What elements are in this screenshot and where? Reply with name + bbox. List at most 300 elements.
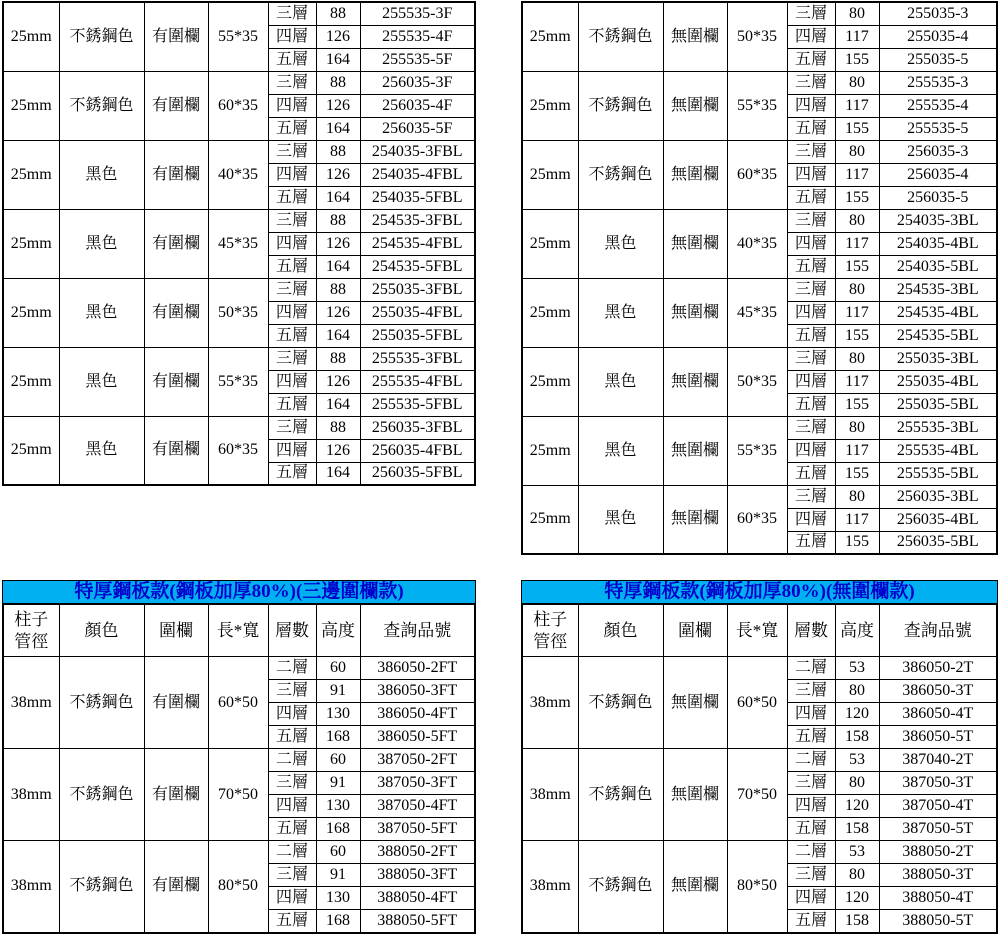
- 2: 255035-4FBL: [360, 301, 475, 324]
- column-header-pipe-diameter: [522, 604, 578, 657]
- 0: 三層: [787, 209, 835, 232]
- 0: 二層: [787, 657, 835, 680]
- 0: 三層: [787, 680, 835, 703]
- pipe-diameter-cell: 25mm: [3, 278, 59, 347]
- 0: 二層: [787, 749, 835, 772]
- 2: 388050-4T: [879, 887, 997, 910]
- 1: 88: [316, 416, 360, 439]
- 2: 387050-4FT: [360, 795, 475, 818]
- column-header-color: 顏色: [59, 604, 144, 657]
- 0: 四層: [268, 163, 316, 186]
- fence-cell: 有圍欄: [144, 841, 208, 933]
- 2: 255035-5BL: [879, 393, 997, 416]
- 2: 255535-4: [879, 94, 997, 117]
- color-cell: 黑色: [59, 209, 144, 278]
- color-cell: 不銹鋼色: [578, 2, 663, 71]
- 0: 五層: [787, 393, 835, 416]
- 1: 164: [316, 48, 360, 71]
- 2: 388050-2FT: [360, 841, 475, 864]
- fence-cell: 有圍欄: [144, 657, 208, 749]
- 1: 88: [316, 140, 360, 163]
- color-cell: 不銹鋼色: [59, 749, 144, 841]
- 0: 二層: [268, 657, 316, 680]
- 0: 四層: [787, 887, 835, 910]
- size-cell: 55*35: [208, 347, 268, 416]
- 2: 256035-3F: [360, 71, 475, 94]
- size-cell: 55*35: [727, 416, 787, 485]
- fence-cell: 有圍欄: [144, 209, 208, 278]
- 2: 388050-3T: [879, 864, 997, 887]
- 1: 117: [835, 232, 879, 255]
- pipe-diameter-cell: 25mm: [3, 209, 59, 278]
- 0: 四層: [787, 232, 835, 255]
- fence-cell: 無圍欄: [663, 416, 727, 485]
- 1: 80: [835, 347, 879, 370]
- size-cell: 45*35: [727, 278, 787, 347]
- 2: 255535-5: [879, 117, 997, 140]
- 0: 二層: [268, 841, 316, 864]
- 0: 三層: [787, 2, 835, 25]
- 0: 五層: [268, 255, 316, 278]
- 0: 四層: [268, 703, 316, 726]
- pipe-diameter-cell: 25mm: [3, 71, 59, 140]
- 1: 126: [316, 439, 360, 462]
- top-left-table: [2, 1, 476, 486]
- 0: 三層: [268, 71, 316, 94]
- 2: 256035-4BL: [879, 508, 997, 531]
- 2: 255535-4FBL: [360, 370, 475, 393]
- 1: 126: [316, 301, 360, 324]
- 2: 256035-3FBL: [360, 416, 475, 439]
- 2: 256035-4FBL: [360, 439, 475, 462]
- 2: 255535-3BL: [879, 416, 997, 439]
- size-cell: 70*50: [727, 749, 787, 841]
- 0: 五層: [787, 117, 835, 140]
- 1: 80: [835, 140, 879, 163]
- 1: 155: [835, 48, 879, 71]
- 0: 三層: [787, 347, 835, 370]
- 2: 256035-5F: [360, 117, 475, 140]
- 2: 254535-3BL: [879, 278, 997, 301]
- 1: 155: [835, 393, 879, 416]
- 0: 二層: [268, 749, 316, 772]
- 0: 二層: [787, 841, 835, 864]
- color-cell: 不銹鋼色: [578, 841, 663, 933]
- 1: 164: [316, 462, 360, 485]
- pipe-diameter-cell: 25mm: [3, 416, 59, 485]
- 2: 388050-2T: [879, 841, 997, 864]
- pipe-diameter-cell: 25mm: [522, 416, 578, 485]
- 0: 三層: [268, 864, 316, 887]
- size-cell: 80*50: [208, 841, 268, 933]
- 1: 60: [316, 749, 360, 772]
- 0: 三層: [787, 278, 835, 301]
- 0: 四層: [787, 370, 835, 393]
- 2: 387050-2FT: [360, 749, 475, 772]
- size-cell: 60*35: [208, 416, 268, 485]
- 1: 80: [835, 864, 879, 887]
- pipe-header-line1: 柱子: [533, 610, 568, 630]
- pipe-diameter-cell: 25mm: [3, 140, 59, 209]
- pipe-diameter-cell: 25mm: [522, 347, 578, 416]
- 2: 387050-5FT: [360, 818, 475, 841]
- 0: 三層: [268, 680, 316, 703]
- 1: 155: [835, 255, 879, 278]
- column-header-height: 高度: [835, 604, 879, 657]
- fence-cell: 有圍欄: [144, 2, 208, 71]
- pipe-diameter-cell: 25mm: [3, 2, 59, 71]
- fence-cell: 無圍欄: [663, 71, 727, 140]
- color-cell: 黑色: [59, 347, 144, 416]
- top-right-table: [521, 1, 998, 555]
- 2: 255035-3: [879, 2, 997, 25]
- 1: 117: [835, 94, 879, 117]
- 1: 88: [316, 278, 360, 301]
- 0: 五層: [268, 726, 316, 749]
- 1: 88: [316, 71, 360, 94]
- 1: 155: [835, 186, 879, 209]
- 2: 387050-5T: [879, 818, 997, 841]
- 2: 387050-3T: [879, 772, 997, 795]
- column-header-size: 長*寬: [208, 604, 268, 657]
- 1: 80: [835, 772, 879, 795]
- pipe-diameter-cell: 38mm: [3, 841, 59, 933]
- column-header-fence: 圍欄: [144, 604, 208, 657]
- 2: 386050-4FT: [360, 703, 475, 726]
- 2: 254035-5FBL: [360, 186, 475, 209]
- 0: 四層: [787, 301, 835, 324]
- 2: 387050-4T: [879, 795, 997, 818]
- 0: 四層: [787, 163, 835, 186]
- 2: 254035-4BL: [879, 232, 997, 255]
- pipe-diameter-cell: 38mm: [522, 841, 578, 933]
- 1: 80: [835, 2, 879, 25]
- 0: 三層: [787, 864, 835, 887]
- pipe-header-line1: 柱子: [14, 610, 49, 630]
- size-cell: 50*35: [208, 278, 268, 347]
- 1: 164: [316, 324, 360, 347]
- pipe-diameter-cell: 38mm: [3, 749, 59, 841]
- color-cell: 黑色: [578, 485, 663, 554]
- column-header-pipe-diameter: [3, 604, 59, 657]
- 2: 256035-5FBL: [360, 462, 475, 485]
- 0: 三層: [787, 416, 835, 439]
- table-bottom-right-thick-unfenced: [521, 580, 998, 934]
- 2: 256035-4: [879, 163, 997, 186]
- 2: 255535-4F: [360, 25, 475, 48]
- 1: 117: [835, 301, 879, 324]
- size-cell: 45*35: [208, 209, 268, 278]
- fence-cell: 有圍欄: [144, 71, 208, 140]
- 1: 130: [316, 887, 360, 910]
- color-cell: 黑色: [578, 347, 663, 416]
- 0: 五層: [268, 910, 316, 933]
- 1: 158: [835, 910, 879, 933]
- 0: 五層: [787, 48, 835, 71]
- 2: 255535-5F: [360, 48, 475, 71]
- size-cell: 60*50: [208, 657, 268, 749]
- 0: 四層: [268, 94, 316, 117]
- 0: 四層: [787, 508, 835, 531]
- 1: 80: [835, 485, 879, 508]
- fence-cell: 有圍欄: [144, 347, 208, 416]
- size-cell: 60*35: [727, 140, 787, 209]
- 1: 155: [835, 117, 879, 140]
- 0: 三層: [268, 209, 316, 232]
- 1: 91: [316, 864, 360, 887]
- pipe-diameter-cell: 25mm: [522, 71, 578, 140]
- column-header-fence: 圍欄: [663, 604, 727, 657]
- 2: 386050-4T: [879, 703, 997, 726]
- 1: 130: [316, 703, 360, 726]
- 0: 五層: [787, 324, 835, 347]
- 1: 126: [316, 25, 360, 48]
- column-header-color: 顏色: [578, 604, 663, 657]
- 2: 388050-5FT: [360, 910, 475, 933]
- 1: 120: [835, 887, 879, 910]
- color-cell: 不銹鋼色: [59, 2, 144, 71]
- 0: 四層: [268, 887, 316, 910]
- 0: 三層: [268, 416, 316, 439]
- 1: 126: [316, 163, 360, 186]
- color-cell: 黑色: [59, 278, 144, 347]
- fence-cell: 無圍欄: [663, 347, 727, 416]
- 0: 四層: [787, 795, 835, 818]
- 1: 91: [316, 680, 360, 703]
- 0: 四層: [268, 25, 316, 48]
- pipe-diameter-cell: 25mm: [522, 209, 578, 278]
- 0: 四層: [787, 25, 835, 48]
- 2: 386050-2T: [879, 657, 997, 680]
- 1: 80: [835, 416, 879, 439]
- 0: 五層: [268, 324, 316, 347]
- 0: 五層: [787, 462, 835, 485]
- 2: 388050-5T: [879, 910, 997, 933]
- 0: 四層: [787, 703, 835, 726]
- 2: 386050-5T: [879, 726, 997, 749]
- table-bottom-left-thick-fenced: [2, 580, 476, 934]
- 2: 254535-4FBL: [360, 232, 475, 255]
- fence-cell: 無圍欄: [663, 485, 727, 554]
- size-cell: 50*35: [727, 347, 787, 416]
- size-cell: 55*35: [727, 71, 787, 140]
- 2: 254535-5FBL: [360, 255, 475, 278]
- column-header-size: 長*寬: [727, 604, 787, 657]
- 0: 五層: [268, 462, 316, 485]
- color-cell: 不銹鋼色: [578, 71, 663, 140]
- 2: 254035-4FBL: [360, 163, 475, 186]
- 2: 254035-5BL: [879, 255, 997, 278]
- size-cell: 40*35: [208, 140, 268, 209]
- column-header-layers: 層數: [268, 604, 316, 657]
- fence-cell: 無圍欄: [663, 278, 727, 347]
- 2: 254535-3FBL: [360, 209, 475, 232]
- 2: 386050-3FT: [360, 680, 475, 703]
- 1: 88: [316, 2, 360, 25]
- 0: 四層: [268, 795, 316, 818]
- 0: 四層: [268, 232, 316, 255]
- 1: 155: [835, 324, 879, 347]
- color-cell: 不銹鋼色: [59, 657, 144, 749]
- fence-cell: 無圍欄: [663, 2, 727, 71]
- 2: 256035-4F: [360, 94, 475, 117]
- pipe-diameter-cell: 25mm: [522, 2, 578, 71]
- pipe-header-line2: 管徑: [533, 631, 568, 651]
- color-cell: 不銹鋼色: [578, 657, 663, 749]
- 1: 126: [316, 370, 360, 393]
- 0: 三層: [268, 278, 316, 301]
- size-cell: 60*50: [727, 657, 787, 749]
- 0: 五層: [268, 818, 316, 841]
- 1: 168: [316, 910, 360, 933]
- 1: 164: [316, 393, 360, 416]
- table-top-left-fenced-25mm: [2, 1, 476, 486]
- 0: 四層: [268, 439, 316, 462]
- 1: 53: [835, 657, 879, 680]
- color-cell: 不銹鋼色: [59, 841, 144, 933]
- 2: 254035-3FBL: [360, 140, 475, 163]
- 1: 168: [316, 726, 360, 749]
- fence-cell: 有圍欄: [144, 416, 208, 485]
- 1: 80: [835, 71, 879, 94]
- 2: 254535-5BL: [879, 324, 997, 347]
- size-cell: 80*50: [727, 841, 787, 933]
- table-top-right-unfenced-25mm: [521, 1, 998, 555]
- size-cell: 50*35: [727, 2, 787, 71]
- 2: 255035-5: [879, 48, 997, 71]
- size-cell: 70*50: [208, 749, 268, 841]
- 2: 386050-3T: [879, 680, 997, 703]
- 1: 164: [316, 255, 360, 278]
- 1: 164: [316, 186, 360, 209]
- 2: 386050-5FT: [360, 726, 475, 749]
- 0: 三層: [787, 71, 835, 94]
- pipe-diameter-cell: 38mm: [3, 657, 59, 749]
- 2: 256035-3: [879, 140, 997, 163]
- 1: 80: [835, 680, 879, 703]
- 2: 255535-5FBL: [360, 393, 475, 416]
- 1: 60: [316, 841, 360, 864]
- 1: 117: [835, 508, 879, 531]
- 2: 254035-3BL: [879, 209, 997, 232]
- 2: 255035-4: [879, 25, 997, 48]
- 0: 五層: [268, 48, 316, 71]
- 2: 387040-2T: [879, 749, 997, 772]
- 0: 四層: [787, 94, 835, 117]
- 1: 155: [835, 531, 879, 554]
- 1: 130: [316, 795, 360, 818]
- 0: 五層: [787, 531, 835, 554]
- 2: 254535-4BL: [879, 301, 997, 324]
- size-cell: 60*35: [208, 71, 268, 140]
- 0: 五層: [787, 818, 835, 841]
- fence-cell: 有圍欄: [144, 749, 208, 841]
- column-header-code: 查詢品號: [879, 604, 997, 657]
- fence-cell: 無圍欄: [663, 749, 727, 841]
- size-cell: 55*35: [208, 2, 268, 71]
- 1: 117: [835, 25, 879, 48]
- 1: 120: [835, 703, 879, 726]
- 2: 387050-3FT: [360, 772, 475, 795]
- 1: 158: [835, 726, 879, 749]
- 1: 60: [316, 657, 360, 680]
- 1: 117: [835, 370, 879, 393]
- pipe-diameter-cell: 25mm: [522, 278, 578, 347]
- 1: 117: [835, 439, 879, 462]
- 1: 120: [835, 795, 879, 818]
- color-cell: 不銹鋼色: [578, 749, 663, 841]
- fence-cell: 無圍欄: [663, 140, 727, 209]
- fence-cell: 有圍欄: [144, 278, 208, 347]
- size-cell: 40*35: [727, 209, 787, 278]
- 0: 四層: [787, 439, 835, 462]
- 0: 五層: [787, 186, 835, 209]
- 2: 256035-5BL: [879, 531, 997, 554]
- 1: 117: [835, 163, 879, 186]
- 1: 53: [835, 841, 879, 864]
- 0: 五層: [787, 726, 835, 749]
- 2: 255535-4BL: [879, 439, 997, 462]
- pipe-diameter-cell: 25mm: [522, 485, 578, 554]
- 2: 255035-5FBL: [360, 324, 475, 347]
- bottom-left-title-bar: 特厚鋼板款(鋼板加厚80%)(三邊圍欄款): [2, 580, 476, 603]
- 0: 五層: [787, 910, 835, 933]
- color-cell: 黑色: [578, 278, 663, 347]
- color-cell: 不銹鋼色: [578, 140, 663, 209]
- 1: 53: [835, 749, 879, 772]
- fence-cell: 有圍欄: [144, 140, 208, 209]
- pipe-diameter-cell: 25mm: [522, 140, 578, 209]
- 2: 256035-3BL: [879, 485, 997, 508]
- 1: 158: [835, 818, 879, 841]
- 2: 255535-3: [879, 71, 997, 94]
- 2: 255535-5BL: [879, 462, 997, 485]
- color-cell: 黑色: [59, 140, 144, 209]
- 1: 155: [835, 462, 879, 485]
- 1: 126: [316, 94, 360, 117]
- 0: 三層: [787, 772, 835, 795]
- 0: 三層: [268, 347, 316, 370]
- color-cell: 黑色: [59, 416, 144, 485]
- fence-cell: 無圍欄: [663, 209, 727, 278]
- 1: 88: [316, 209, 360, 232]
- color-cell: 黑色: [578, 209, 663, 278]
- 2: 255035-3FBL: [360, 278, 475, 301]
- pipe-diameter-cell: 38mm: [522, 657, 578, 749]
- 2: 388050-3FT: [360, 864, 475, 887]
- pipe-diameter-cell: 38mm: [522, 749, 578, 841]
- pipe-diameter-cell: 25mm: [3, 347, 59, 416]
- 0: 三層: [268, 772, 316, 795]
- 0: 四層: [268, 370, 316, 393]
- 1: 80: [835, 209, 879, 232]
- pipe-header-line2: 管徑: [14, 631, 49, 651]
- 2: 255035-4BL: [879, 370, 997, 393]
- fence-cell: 無圍欄: [663, 657, 727, 749]
- 2: 386050-2FT: [360, 657, 475, 680]
- 2: 388050-4FT: [360, 887, 475, 910]
- 0: 三層: [787, 140, 835, 163]
- column-header-layers: 層數: [787, 604, 835, 657]
- 1: 164: [316, 117, 360, 140]
- 1: 168: [316, 818, 360, 841]
- 1: 126: [316, 232, 360, 255]
- color-cell: 不銹鋼色: [59, 71, 144, 140]
- bottom-right-table: [521, 603, 998, 934]
- fence-cell: 無圍欄: [663, 841, 727, 933]
- bottom-left-table: [2, 603, 476, 934]
- color-cell: 黑色: [578, 416, 663, 485]
